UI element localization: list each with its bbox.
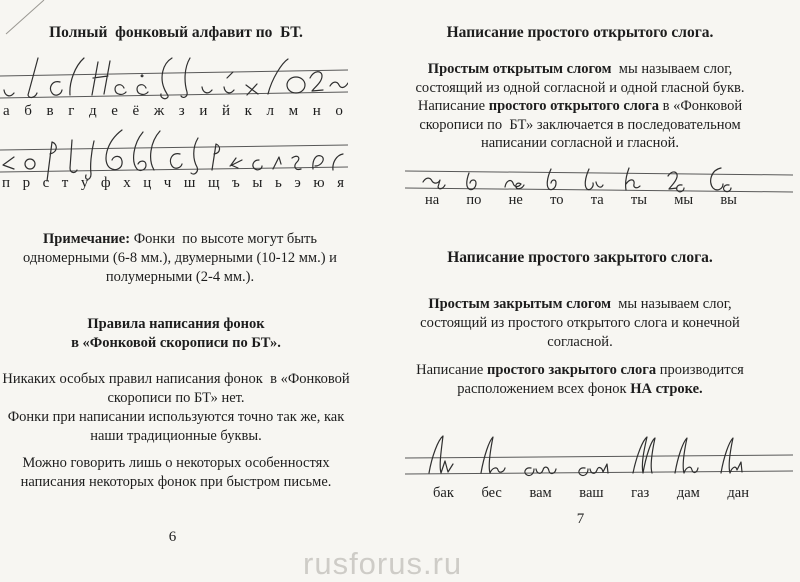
- text-line: [400, 97, 760, 116]
- text-segment: полумерными (2-4 мм.).: [105, 269, 255, 285]
- alphabet-letter: ч: [163, 175, 172, 191]
- bold-text-segment: Простым закрытым слогом: [428, 296, 611, 312]
- ruled-line: [405, 471, 793, 474]
- alphabet-letter: н: [312, 103, 321, 119]
- text-segment: скорописи по БТ» нет.: [107, 390, 245, 406]
- syllable-label: бес: [481, 485, 502, 501]
- text-line: [0, 249, 360, 268]
- alphabet-letter: з: [178, 103, 185, 119]
- text-line: [0, 454, 352, 473]
- text-segment: состоящий из простого открытого слога и конечной: [420, 315, 740, 331]
- syllable-label: ты: [630, 192, 647, 208]
- bold-text-segment: простого открытого слога: [488, 98, 659, 114]
- alphabet-letters-row-1: [3, 103, 343, 120]
- text-line: [400, 79, 760, 98]
- syllable-label: дан: [727, 485, 749, 501]
- syllable-label: дам: [676, 485, 700, 501]
- text-segment: расположением всех фонок: [457, 381, 631, 397]
- text-line: [400, 314, 760, 333]
- alphabet-letter: ъ: [232, 175, 240, 191]
- alphabet-letter: я: [337, 175, 344, 191]
- text-segment: наши традиционные буквы.: [90, 428, 262, 444]
- ruled-line: [0, 145, 348, 150]
- text-line: [400, 333, 760, 352]
- text-segment: написания некоторых фонок при быстром письме.: [20, 474, 332, 490]
- alphabet-letter: в: [46, 103, 54, 119]
- shorthand-glyphs-row-2: [3, 130, 343, 181]
- alphabet-letter: ц: [143, 175, 152, 191]
- text-segment: скорописи по БТ» заключается в последовательном: [419, 116, 741, 133]
- left-page-title: Полный фонковый алфавит по БТ.: [49, 24, 303, 41]
- text-segment: в «Фонковой скорописи по БТ».: [71, 335, 281, 351]
- alphabet-letter: ф: [100, 175, 111, 191]
- ruled-line: [0, 70, 348, 76]
- left-page-number: 6: [168, 529, 177, 545]
- syllable-label: мы: [674, 192, 694, 208]
- text-line: [400, 361, 760, 380]
- syllable-label: бак: [433, 485, 454, 501]
- text-line: [400, 380, 760, 399]
- right-page-number: 7: [576, 511, 585, 527]
- alphabet-letter: б: [24, 103, 32, 119]
- alphabet-letters-row-2: [2, 175, 344, 192]
- text-segment: мы называем слог,: [610, 296, 732, 312]
- alphabet-letter: ь: [274, 175, 282, 191]
- ruled-line: [405, 171, 793, 175]
- alphabet-letter: л: [266, 103, 275, 119]
- text-segment: Написание: [416, 362, 487, 378]
- text-segment: производится: [656, 362, 744, 378]
- alphabet-letter: ы: [252, 175, 263, 191]
- text-line: [400, 134, 760, 153]
- text-segment: Написание: [417, 98, 489, 114]
- bold-text-segment: простого закрытого слога: [487, 362, 657, 378]
- text-segment: написании согласной и гласной.: [481, 135, 679, 151]
- text-line: [0, 473, 352, 492]
- alphabet-letter: ё: [132, 103, 140, 119]
- alphabet-letter: й: [221, 103, 231, 119]
- alphabet-letter: д: [89, 103, 97, 119]
- closed-syllable-labels: [433, 485, 749, 502]
- open-syllable-labels: [425, 192, 737, 209]
- alphabet-letter: а: [3, 103, 10, 119]
- note-paragraph: [0, 230, 360, 287]
- syllable-label: не: [508, 192, 523, 208]
- alphabet-letter: ш: [183, 175, 196, 191]
- alphabet-letter: м: [288, 103, 299, 119]
- closed-syllable-title: Написание простого закрытого слога.: [447, 249, 713, 266]
- rules-paragraph-1: [0, 370, 352, 408]
- text-line: [400, 295, 760, 314]
- ruled-line: [405, 455, 793, 458]
- text-segment: в «Фонковой: [658, 98, 743, 114]
- alphabet-letter: с: [42, 175, 50, 191]
- bold-text-segment: НА строке.: [630, 381, 703, 397]
- shorthand-glyphs-row-1: [4, 58, 348, 99]
- syllable-label: та: [590, 192, 604, 208]
- alphabet-letter: ж: [153, 103, 165, 119]
- text-line: [0, 408, 352, 427]
- text-line: [0, 370, 352, 389]
- text-segment: Фонки при написании используются точно так же, как: [7, 409, 345, 425]
- alphabet-letter: к: [244, 103, 252, 119]
- alphabet-letter: ю: [313, 175, 325, 191]
- text-segment: мы называем слог,: [611, 61, 733, 77]
- syllable-label: по: [466, 192, 482, 208]
- syllable-label: вам: [529, 485, 552, 501]
- alphabet-letter: х: [123, 175, 131, 191]
- text-segment: Можно говорить лишь о некоторых особенностях: [22, 455, 330, 471]
- alphabet-letter: щ: [207, 175, 220, 191]
- text-line: [0, 315, 352, 334]
- bold-text-segment: Простым открытым слогом: [427, 61, 612, 77]
- alphabet-letter: э: [294, 175, 301, 191]
- alphabet-letter: р: [22, 175, 31, 191]
- rules-paragraph-2: [0, 408, 352, 446]
- syllable-label: вы: [720, 192, 737, 208]
- text-line: [0, 230, 360, 249]
- text-segment: Фонки по высоте могут быть: [130, 231, 317, 247]
- text-line: [0, 268, 360, 287]
- alphabet-letter: г: [68, 103, 75, 119]
- alphabet-letter: и: [199, 103, 208, 119]
- text-segment: согласной.: [547, 334, 613, 350]
- bold-text-segment: Примечание:: [43, 231, 131, 247]
- rules-paragraph-3: [0, 454, 352, 492]
- alphabet-letter: у: [80, 175, 89, 191]
- text-line: [400, 60, 760, 79]
- syllable-label: то: [550, 192, 564, 208]
- open-syllable-title: Написание простого открытого слога.: [446, 24, 714, 41]
- open-syllable-paragraph: [400, 60, 760, 153]
- alphabet-letter: о: [335, 103, 343, 119]
- text-segment: Никаких особых правил написания фонок в «Фонковой: [2, 371, 350, 387]
- alphabet-letter: т: [61, 175, 69, 191]
- syllable-label: на: [425, 192, 440, 208]
- text-line: [400, 116, 760, 135]
- text-line: [0, 427, 352, 446]
- shorthand-closed-syllables-svg: [405, 428, 793, 490]
- syllable-label: газ: [631, 485, 650, 501]
- text-line: [0, 334, 352, 353]
- alphabet-letter: п: [2, 175, 11, 191]
- rules-heading: [0, 315, 352, 353]
- watermark: rusforus.ru: [303, 546, 463, 581]
- text-line: [0, 389, 352, 408]
- text-segment: состоящий из одной согласной и одной гласной букв.: [415, 79, 745, 96]
- text-segment: Правила написания фонок: [87, 316, 265, 332]
- syllable-label: ваш: [579, 485, 604, 501]
- closed-syllable-definition: [400, 295, 760, 352]
- alphabet-letter: е: [111, 103, 118, 119]
- closed-syllable-rule: [400, 361, 760, 399]
- text-segment: одномерными (6-8 мм.), двумерными (10-12 мм.) и: [23, 250, 337, 266]
